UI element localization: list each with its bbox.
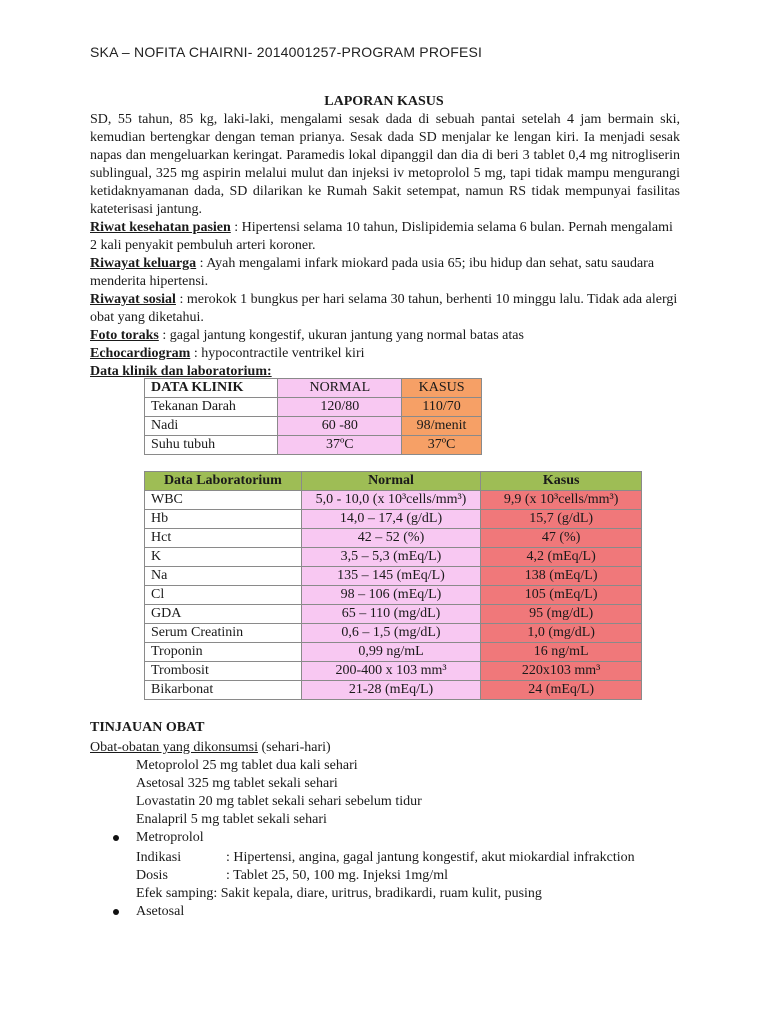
table-row [145, 643, 642, 662]
history-text: : gagal jantung kongestif, ukuran jantung yang normal batas atas [158, 328, 524, 343]
table-cell: 98 – 106 (mEq/L) [301, 586, 481, 605]
table-header: DATA KLINIK [145, 379, 278, 398]
table-row [145, 662, 642, 681]
table-cell: Cl [145, 586, 302, 605]
table-cell: 138 (mEq/L) [481, 567, 642, 586]
drug-subheading-label: Obat-obatan yang dikonsumsi [90, 740, 258, 755]
table-cell: 16 ng/mL [481, 643, 642, 662]
history-text: : Hipertensi selama 10 tahun, Dislipidemia selama 6 bulan. Pernah mengalami 2 kali penyakit pembuluh arteri koroner. [90, 220, 673, 253]
table-cell: 4,2 (mEq/L) [481, 548, 642, 567]
table-cell: GDA [145, 605, 302, 624]
detail-key: Efek samping [136, 886, 214, 901]
clinic-table [144, 378, 482, 455]
detail-key: Dosis [136, 868, 168, 883]
history-text: : merokok 1 bungkus per hari selama 30 tahun, berhenti 10 minggu lalu. Tidak ada alergi obat yang diketahui. [90, 292, 678, 325]
table-row [145, 398, 482, 417]
table-cell: 3,5 – 5,3 (mEq/L) [301, 548, 481, 567]
drug-review-heading: TINJAUAN OBAT [90, 720, 205, 735]
chest-xray [90, 327, 680, 345]
history-label: Riwayat sosial [90, 292, 176, 307]
table-cell: Bikarbonat [145, 681, 302, 700]
social-history [90, 291, 680, 327]
detail-key: Indikasi [136, 850, 182, 865]
table-cell: Hct [145, 529, 302, 548]
table-cell: K [145, 548, 302, 567]
history-label: Riwayat keluarga [90, 256, 197, 271]
table-cell: 5,0 - 10,0 (x 10³cells/mm³) [301, 491, 481, 510]
table-cell: Troponin [145, 643, 302, 662]
drug-subheading-rest: (sehari-hari) [257, 740, 331, 755]
table-row [145, 417, 482, 436]
data-heading-label: Data klinik dan laboratorium: [90, 364, 272, 379]
report-title: LAPORAN KASUS [324, 94, 444, 109]
table-cell: Na [145, 567, 302, 586]
drug-item: Lovastatin 20 mg tablet sekali sehari sebelum tidur [136, 794, 422, 809]
table-row [145, 491, 642, 510]
drug-detail-row [136, 885, 542, 903]
drug-subheading [90, 739, 331, 757]
table-header: KASUS [402, 379, 482, 398]
table-cell: 120/80 [278, 398, 402, 417]
drug-detail-row [136, 849, 635, 867]
table-row [145, 624, 642, 643]
table-row [145, 548, 642, 567]
table-row [145, 510, 642, 529]
table-cell: 1,0 (mg/dL) [481, 624, 642, 643]
table-cell: 37ºC [402, 436, 482, 455]
table-header: Data Laboratorium [145, 472, 302, 491]
table-header: NORMAL [278, 379, 402, 398]
bullet-icon [113, 835, 119, 841]
table-cell: Serum Creatinin [145, 624, 302, 643]
table-cell: 47 (%) [481, 529, 642, 548]
detail-value: : Sakit kepala, diare, uritrus, bradikardi, ruam kulit, pusing [213, 886, 542, 901]
table-header-row [145, 472, 642, 491]
history-label: Echocardiogram [90, 346, 191, 361]
table-cell: 110/70 [402, 398, 482, 417]
table-header: Normal [301, 472, 481, 491]
table-cell: Hb [145, 510, 302, 529]
table-cell: 37ºC [278, 436, 402, 455]
table-row [145, 681, 642, 700]
table-header-row [145, 379, 482, 398]
history-label: Riwat kesehatan pasien [90, 220, 231, 235]
family-history [90, 255, 680, 291]
table-row [145, 436, 482, 455]
drug-name: Metroprolol [136, 830, 204, 845]
case-description: SD, 55 tahun, 85 kg, laki-laki, mengalami sesak dada di sebuah pantai setelah 4 jam bermain ski, kemudian bertengkar dengan teman prianya. Sesak dada SD menjalar ke lengan kiri. Ia menjadi sesak napas dan mengeluarkan keringat. Paramedis lokal dipanggil dan dia di beri 3 tablet 0,4 mg nitrogliserin sublingual, 325 mg aspirin melalui mulut dan injeksi iv metoprolol 5 mg, tapi tidak mampu mengurangi ketidaknyamanan dada, SD dilarikan ke Rumah Sakit setempat, namun RS tidak mempunyai fasilitas kateterisasi jantung. [90, 112, 680, 217]
table-cell: 135 – 145 (mEq/L) [301, 567, 481, 586]
table-cell: 200-400 x 103 mm³ [301, 662, 481, 681]
table-cell: Nadi [145, 417, 278, 436]
table-cell: 98/menit [402, 417, 482, 436]
table-cell: Tekanan Darah [145, 398, 278, 417]
drug-item: Asetosal 325 mg tablet sekali sehari [136, 776, 338, 791]
document-header: SKA – NOFITA CHAIRNI- 2014001257-PROGRAM PROFESI [90, 44, 483, 60]
table-cell: 24 (mEq/L) [481, 681, 642, 700]
table-cell: 9,9 (x 10³cells/mm³) [481, 491, 642, 510]
echocardiogram [90, 345, 680, 363]
drug-item: Enalapril 5 mg tablet sekali sehari [136, 812, 327, 827]
table-row [145, 586, 642, 605]
detail-value: : Tablet 25, 50, 100 mg. Injeksi 1mg/ml [226, 868, 448, 883]
history-label: Foto toraks [90, 328, 159, 343]
table-cell: 14,0 – 17,4 (g/dL) [301, 510, 481, 529]
table-cell: 42 – 52 (%) [301, 529, 481, 548]
drug-name: Asetosal [136, 904, 185, 919]
drug-detail-row [136, 867, 448, 885]
table-cell: 65 – 110 (mg/dL) [301, 605, 481, 624]
table-cell: Suhu tubuh [145, 436, 278, 455]
table-cell: 60 -80 [278, 417, 402, 436]
lab-table [144, 471, 642, 700]
table-cell: 21-28 (mEq/L) [301, 681, 481, 700]
table-cell: 0,6 – 1,5 (mg/dL) [301, 624, 481, 643]
table-cell: 95 (mg/dL) [481, 605, 642, 624]
table-cell: WBC [145, 491, 302, 510]
table-cell: 0,99 ng/mL [301, 643, 481, 662]
table-row [145, 605, 642, 624]
drug-item: Metoprolol 25 mg tablet dua kali sehari [136, 758, 358, 773]
table-header: Kasus [481, 472, 642, 491]
patient-history [90, 219, 680, 255]
history-text: : Ayah mengalami infark miokard pada usia 65; ibu hidup dan sehat, satu saudara menderita hipertensi. [90, 256, 655, 289]
table-cell: 15,7 (g/dL) [481, 510, 642, 529]
bullet-icon [113, 909, 119, 915]
table-cell: 105 (mEq/L) [481, 586, 642, 605]
history-text: : hypocontractile ventrikel kiri [190, 346, 365, 361]
table-cell: Trombosit [145, 662, 302, 681]
table-row [145, 567, 642, 586]
table-cell: 220x103 mm³ [481, 662, 642, 681]
table-row [145, 529, 642, 548]
detail-value: : Hipertensi, angina, gagal jantung kongestif, akut miokardial infrakction [226, 850, 635, 865]
